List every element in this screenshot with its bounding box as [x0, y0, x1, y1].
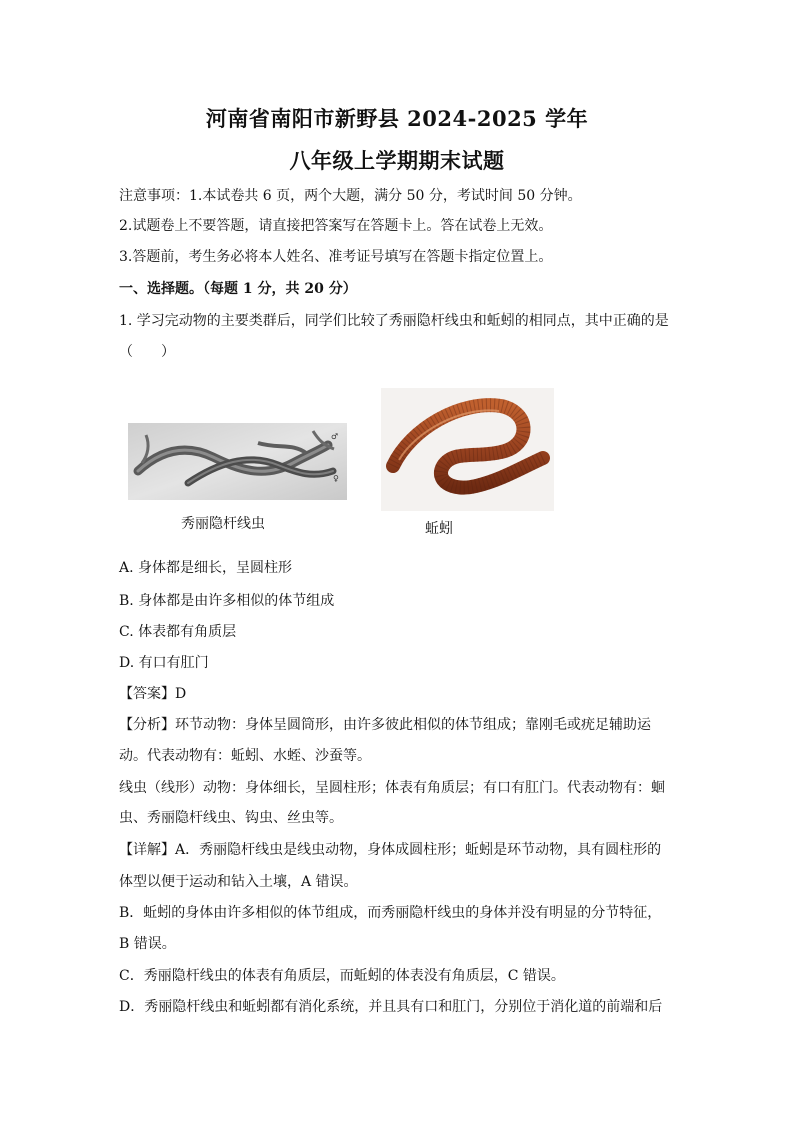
earthworm-caption: 蚯蚓 — [425, 521, 453, 537]
note-3: 3.答题前，考生务必将本人姓名、准考证号填写在答题卡指定位置上。 — [119, 249, 553, 265]
analysis-line-1: 【分析】环节动物：身体呈圆筒形，由许多彼此相似的体节组成；靠刚毛或疣足辅助运 — [119, 717, 651, 733]
exam-title-line1: 河南省南阳市新野县 2024-2025 学年 — [205, 106, 589, 131]
exam-title-line2: 八年级上学期期末试题 — [289, 148, 505, 173]
question-1-blank: （ ） — [119, 344, 175, 360]
explanation-line-4: B 错误。 — [119, 936, 176, 952]
analysis-line-3: 线虫（线形）动物：身体细长，呈圆柱形；体表有角质层；有口有肛门。代表动物有：蛔 — [119, 780, 665, 796]
explanation-line-1: 【详解】A．秀丽隐杆线虫是线虫动物，身体成圆柱形；蚯蚓是环节动物，具有圆柱形的 — [119, 842, 662, 858]
note-1: 注意事项：1.本试卷共 6 页，两个大题，满分 50 分，考试时间 50 分钟。 — [119, 188, 582, 204]
explanation-line-5: C．秀丽隐杆线虫的体表有角质层，而蚯蚓的体表没有角质层，C 错误。 — [119, 968, 565, 984]
analysis-line-4: 虫、秀丽隐杆线虫、钩虫、丝虫等。 — [119, 810, 343, 826]
svg-text:♂: ♂ — [331, 432, 339, 441]
option-a: A. 身体都是细长，呈圆柱形 — [119, 560, 293, 576]
explanation-line-3: B．蚯蚓的身体由许多相似的体节组成，而秀丽隐杆线虫的身体并没有明显的分节特征， — [119, 905, 662, 921]
section-heading: 一、选择题。（每题 1 分，共 20 分） — [119, 281, 357, 297]
earthworm-image — [381, 388, 554, 511]
explanation-line-6: D．秀丽隐杆线虫和蚯蚓都有消化系统，并且具有口和肛门，分别位于消化道的前端和后 — [119, 999, 663, 1015]
nematode-caption: 秀丽隐杆线虫 — [181, 516, 265, 532]
explanation-line-2: 体型以便于运动和钻入土壤，A 错误。 — [119, 874, 358, 890]
option-b: B. 身体都是由许多相似的体节组成 — [119, 593, 335, 609]
svg-text:♀: ♀ — [333, 474, 339, 483]
option-d: D. 有口有肛门 — [119, 655, 209, 671]
answer-line: 【答案】D — [119, 686, 187, 702]
option-c: C. 体表都有角质层 — [119, 624, 237, 640]
analysis-line-2: 动。代表动物有：蚯蚓、水蛭、沙蚕等。 — [119, 748, 371, 764]
note-2: 2.试题卷上不要答题，请直接把答案写在答题卡上。答在试卷上无效。 — [119, 218, 553, 234]
question-1-stem: 1. 学习完动物的主要类群后，同学们比较了秀丽隐杆线虫和蚯蚓的相同点，其中正确的是 — [119, 313, 669, 329]
nematode-image — [128, 423, 347, 500]
